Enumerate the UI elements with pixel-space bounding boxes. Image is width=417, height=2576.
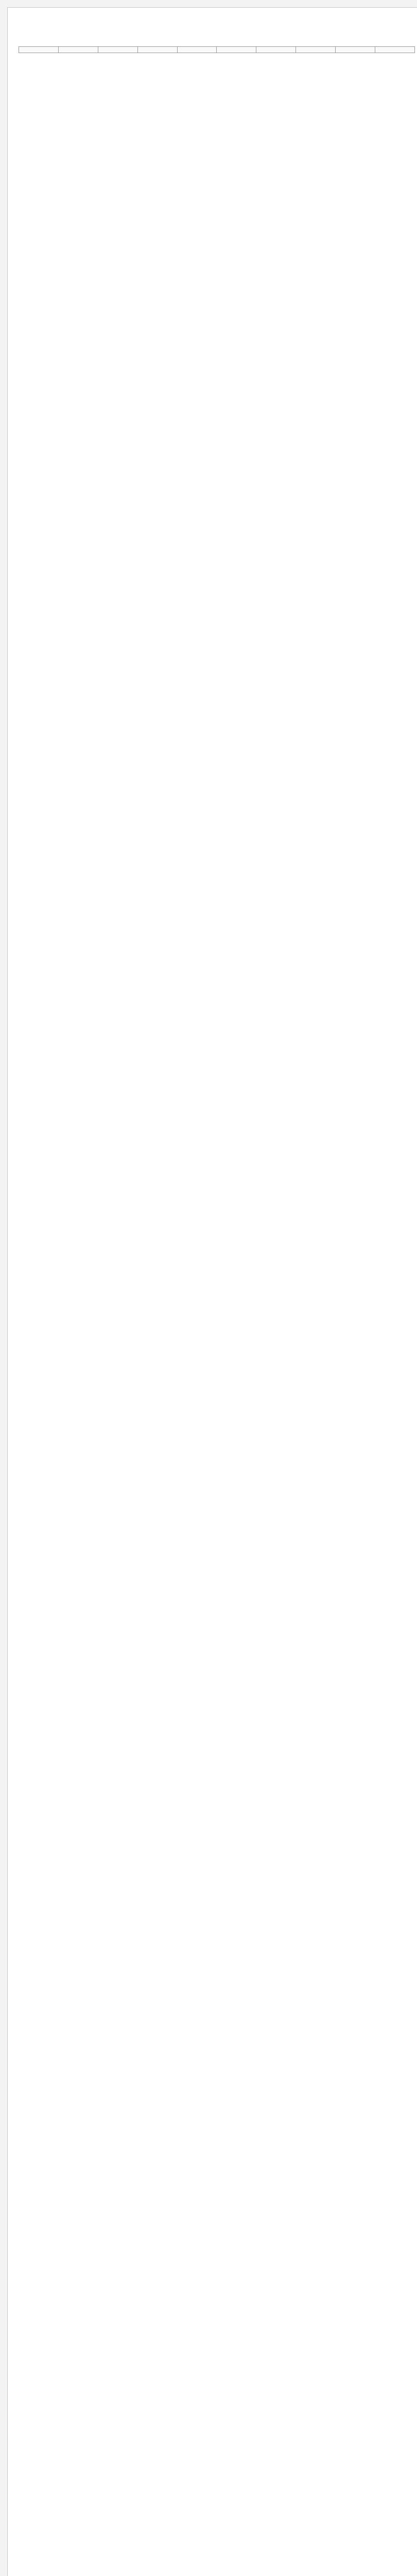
column-header xyxy=(296,47,336,53)
column-header xyxy=(58,47,98,53)
table-container xyxy=(19,46,415,2576)
data-table xyxy=(19,46,415,53)
column-header xyxy=(98,47,137,53)
column-header-bar xyxy=(0,0,417,8)
column-header xyxy=(256,47,296,53)
column-header xyxy=(375,47,415,53)
row-header-bar xyxy=(0,7,8,2576)
table-header-row xyxy=(19,47,415,53)
column-header xyxy=(19,47,59,53)
column-header xyxy=(177,47,217,53)
column-header xyxy=(217,47,256,53)
column-header xyxy=(336,47,375,53)
column-header xyxy=(137,47,177,53)
title-area xyxy=(31,21,412,41)
